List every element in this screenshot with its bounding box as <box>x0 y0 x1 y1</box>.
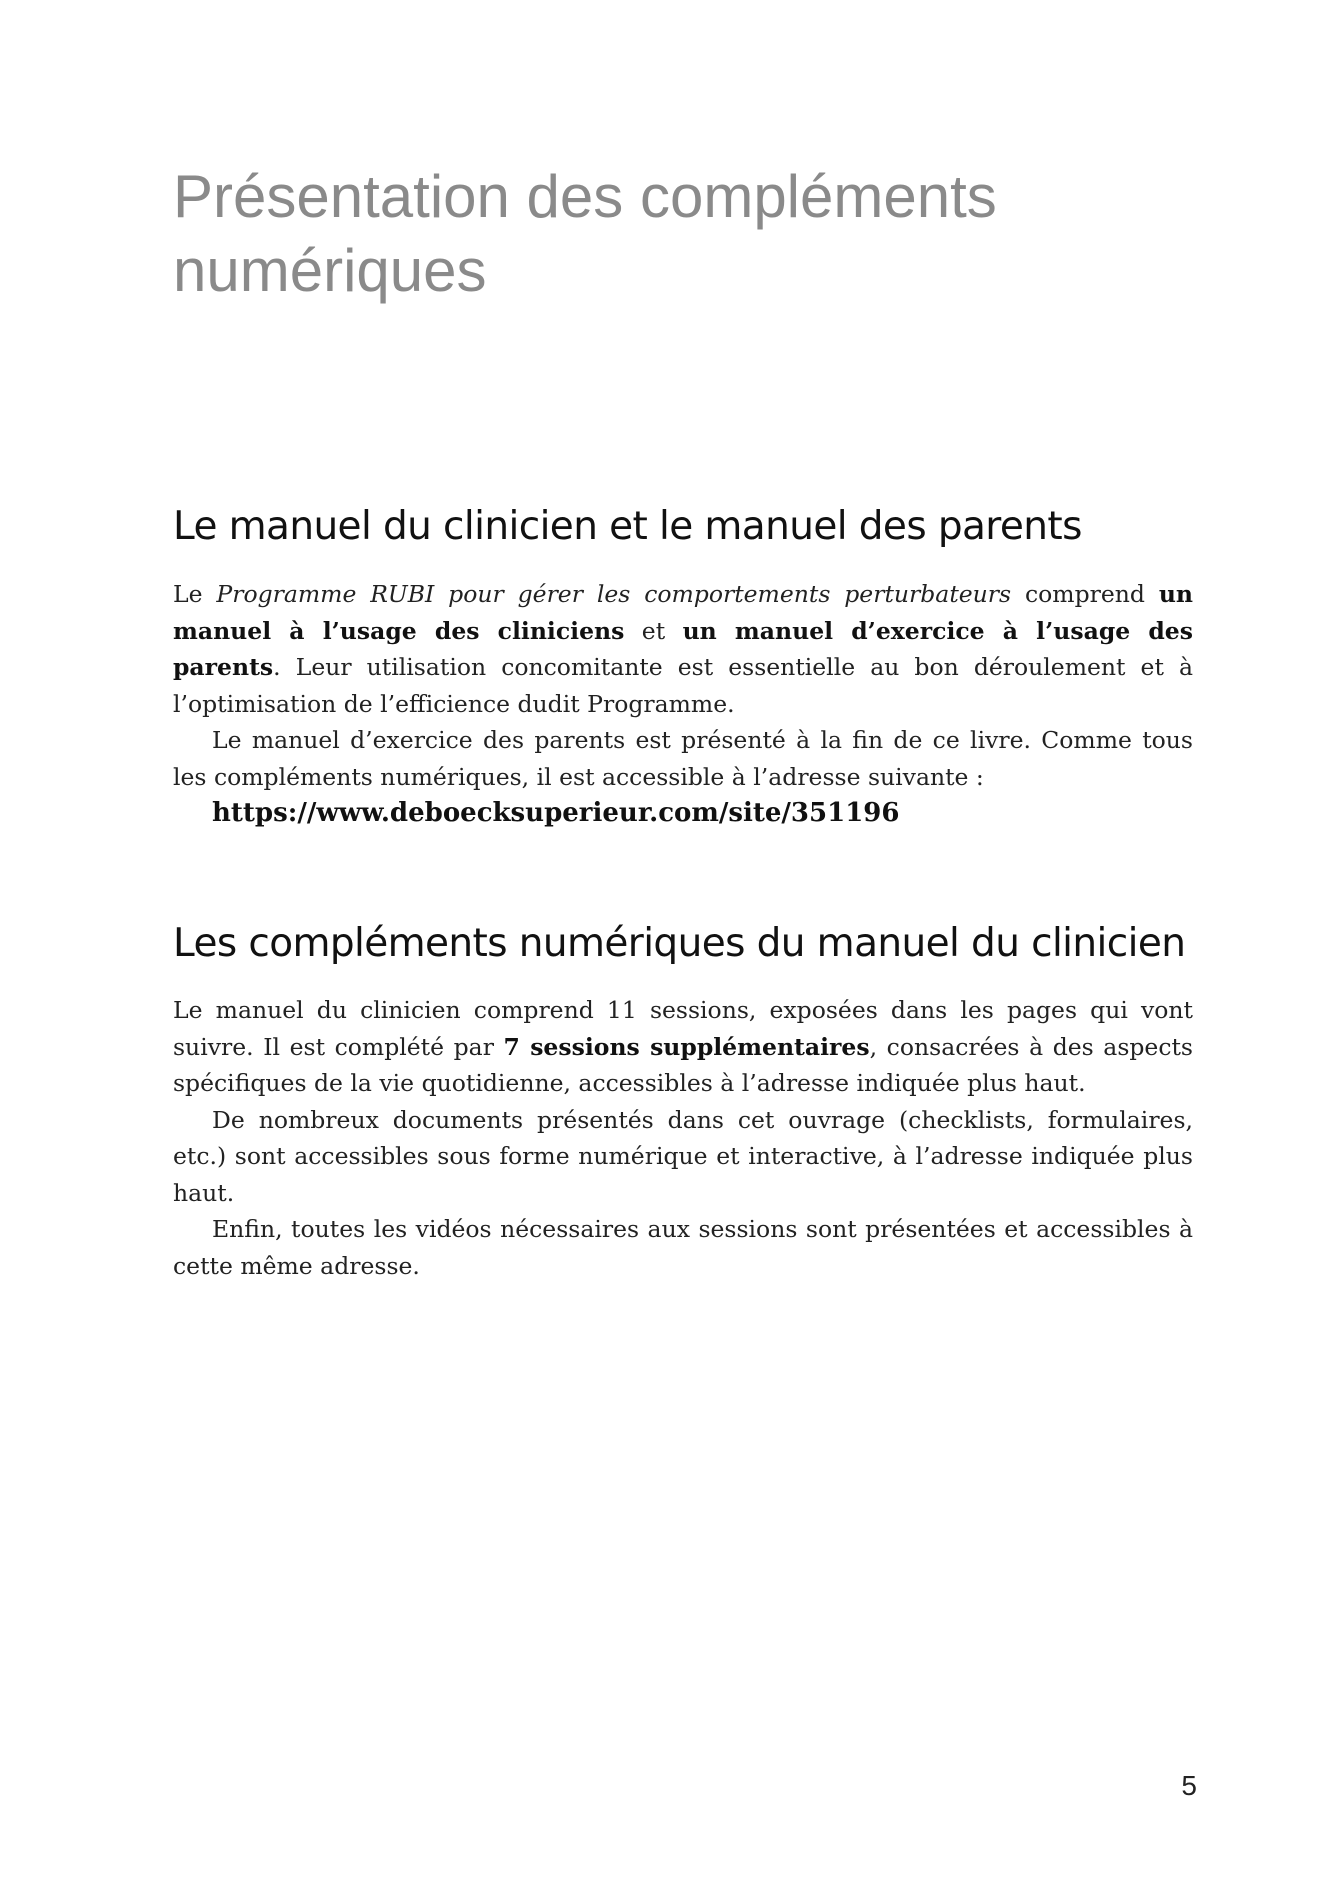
paragraph-program-intro <box>173 576 1193 722</box>
page-number: 5 <box>1181 1770 1197 1801</box>
website-url[interactable]: https://www.deboecksuperieur.com/site/351196 <box>212 798 900 828</box>
text-run: Le manuel du clinicien comprend 11 sessions, exposées dans les pages qui vont suivre. Il est complété par <box>173 996 1193 1061</box>
paragraph-videos: Enfin, toutes les vidéos nécessaires aux sessions sont présentées et accessibles à cette même adresse. <box>173 1215 1193 1280</box>
program-title-italic: Programme RUBI pour gérer les comportements perturbateurs <box>216 580 1012 608</box>
section-heading-manuals: Le manuel du clinicien et le manuel des parents <box>173 504 1082 549</box>
paragraph-parents-manual: Le manuel d’exercice des parents est présenté à la fin de ce livre. Comme tous les compléments numériques, il est accessible à l’adresse suivante : <box>173 726 1193 791</box>
paragraph-documents: De nombreux documents présentés dans cet ouvrage (checklists, formulaires, etc.) sont accessibles sous forme numérique et interactive, à l’adresse indiquée plus haut. <box>173 1105 1193 1207</box>
text-run: et <box>624 616 683 645</box>
section-body-digital-supplements <box>173 992 1193 1284</box>
section-body-manuals <box>173 576 1193 832</box>
text-run: . Leur utilisation concomitante est essentielle au bon déroulement et à l’optimisation de l’efficience dudit Programme. <box>173 653 1193 718</box>
bold-clinician-manual: un manuel à l’usage des cliniciens <box>173 580 1193 645</box>
bold-parents-manual: un manuel d’exercice à l’usage des parents <box>173 616 1193 681</box>
text-run: , consacrées à des aspects spécifiques de la vie quotidienne, accessibles à l’adresse indiquée plus haut. <box>173 1032 1193 1097</box>
page-title: Présentation des compléments numériques <box>173 163 997 304</box>
text-run: Le <box>173 580 217 608</box>
text-run: comprend <box>1011 580 1159 608</box>
section-heading-digital-supplements: Les compléments numériques du manuel du clinicien <box>173 921 1186 966</box>
bold-extra-sessions: 7 sessions supplémentaires <box>503 1032 870 1061</box>
paragraph-sessions <box>173 992 1193 1102</box>
